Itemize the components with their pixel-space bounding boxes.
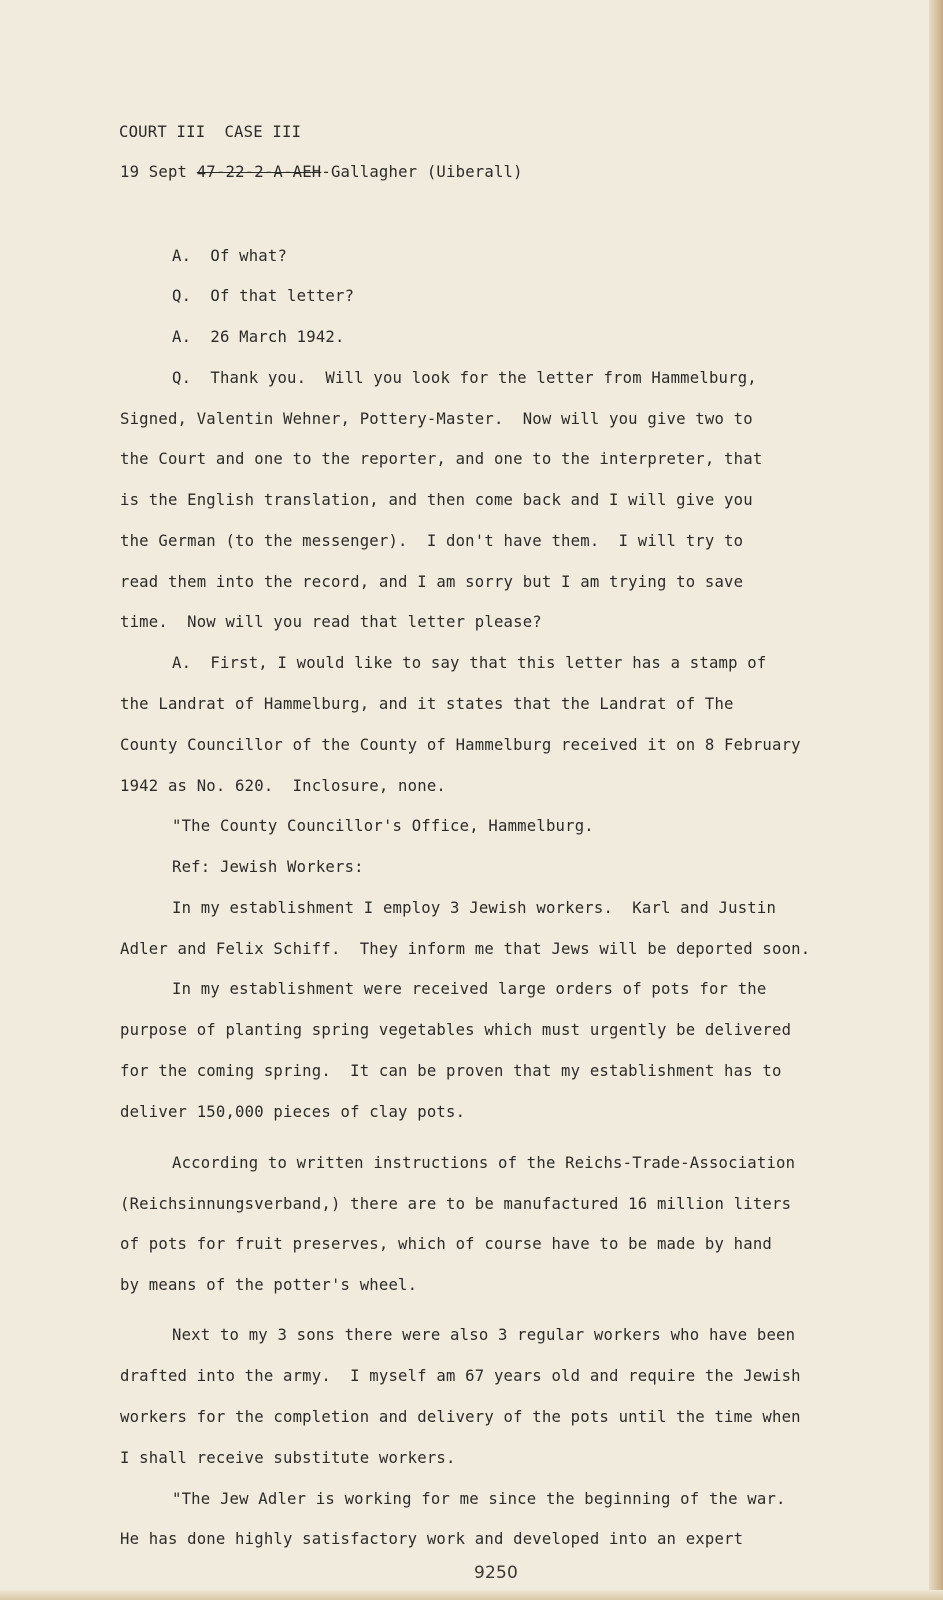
- transcript-line: A. Of what?: [172, 247, 288, 265]
- transcript-line: workers for the completion and delivery of the pots until the time when: [120, 1408, 801, 1426]
- date-line: [120, 163, 523, 181]
- transcript-line: the Court and one to the reporter, and one to the interpreter, that: [120, 450, 763, 468]
- transcript-line: of pots for fruit preserves, which of course have to be made by hand: [120, 1235, 772, 1253]
- transcript-line: by means of the potter's wheel.: [120, 1276, 418, 1294]
- transcript-line: Signed, Valentin Wehner, Pottery-Master. Now will you give two to: [120, 410, 753, 428]
- transcript-line: Next to my 3 sons there were also 3 regular workers who have been: [172, 1326, 796, 1344]
- transcript-line: Q. Of that letter?: [172, 287, 355, 305]
- page-edge: [929, 0, 943, 1600]
- transcript-line: He has done highly satisfactory work and developed into an expert: [120, 1530, 744, 1548]
- transcript-line: is the English translation, and then come back and I will give you: [120, 491, 753, 509]
- transcript-line: read them into the record, and I am sorry but I am trying to save: [120, 573, 744, 591]
- transcript-line: purpose of planting spring vegetables which must urgently be delivered: [120, 1021, 792, 1039]
- transcript-line: deliver 150,000 pieces of clay pots.: [120, 1103, 466, 1121]
- transcript-line: A. 26 March 1942.: [172, 328, 345, 346]
- transcript-line: In my establishment were received large orders of pots for the: [172, 980, 767, 998]
- transcript-line: Ref: Jewish Workers:: [172, 858, 364, 876]
- transcript-line: In my establishment I employ 3 Jewish workers. Karl and Justin: [172, 899, 777, 917]
- transcript-line: I shall receive substitute workers.: [120, 1449, 456, 1467]
- transcript-line: the German (to the messenger). I don't have them. I will try to: [120, 532, 744, 550]
- transcript-line: County Councillor of the County of Hammelburg received it on 8 February: [120, 736, 801, 754]
- page-number: 9250: [474, 1563, 519, 1583]
- date-prefix: 19 Sept: [120, 163, 197, 181]
- reporter-name: -Gallagher (Uiberall): [321, 163, 523, 181]
- transcript-line: 1942 as No. 620. Inclosure, none.: [120, 777, 446, 795]
- transcript-line: "The County Councillor's Office, Hammelburg.: [172, 817, 594, 835]
- page-bottom-edge: [0, 1590, 943, 1600]
- transcript-line: Adler and Felix Schiff. They inform me that Jews will be deported soon.: [120, 940, 811, 958]
- transcript-line: (Reichsinnungsverband,) there are to be manufactured 16 million liters: [120, 1195, 792, 1213]
- court-case-heading: COURT III CASE III: [119, 123, 302, 141]
- transcript-line: time. Now will you read that letter please?: [120, 613, 542, 631]
- transcript-line: Q. Thank you. Will you look for the letter from Hammelburg,: [172, 369, 757, 387]
- transcript-line: "The Jew Adler is working for me since the beginning of the war.: [172, 1490, 786, 1508]
- transcript-line: According to written instructions of the Reichs-Trade-Association: [172, 1154, 796, 1172]
- transcript-line: A. First, I would like to say that this letter has a stamp of: [172, 654, 767, 672]
- struck-session-code: 47-22-2-A-AEH: [196, 163, 322, 181]
- transcript-line: drafted into the army. I myself am 67 years old and require the Jewish: [120, 1367, 801, 1385]
- transcript-line: for the coming spring. It can be proven that my establishment has to: [120, 1062, 782, 1080]
- transcript-line: the Landrat of Hammelburg, and it states that the Landrat of The: [120, 695, 734, 713]
